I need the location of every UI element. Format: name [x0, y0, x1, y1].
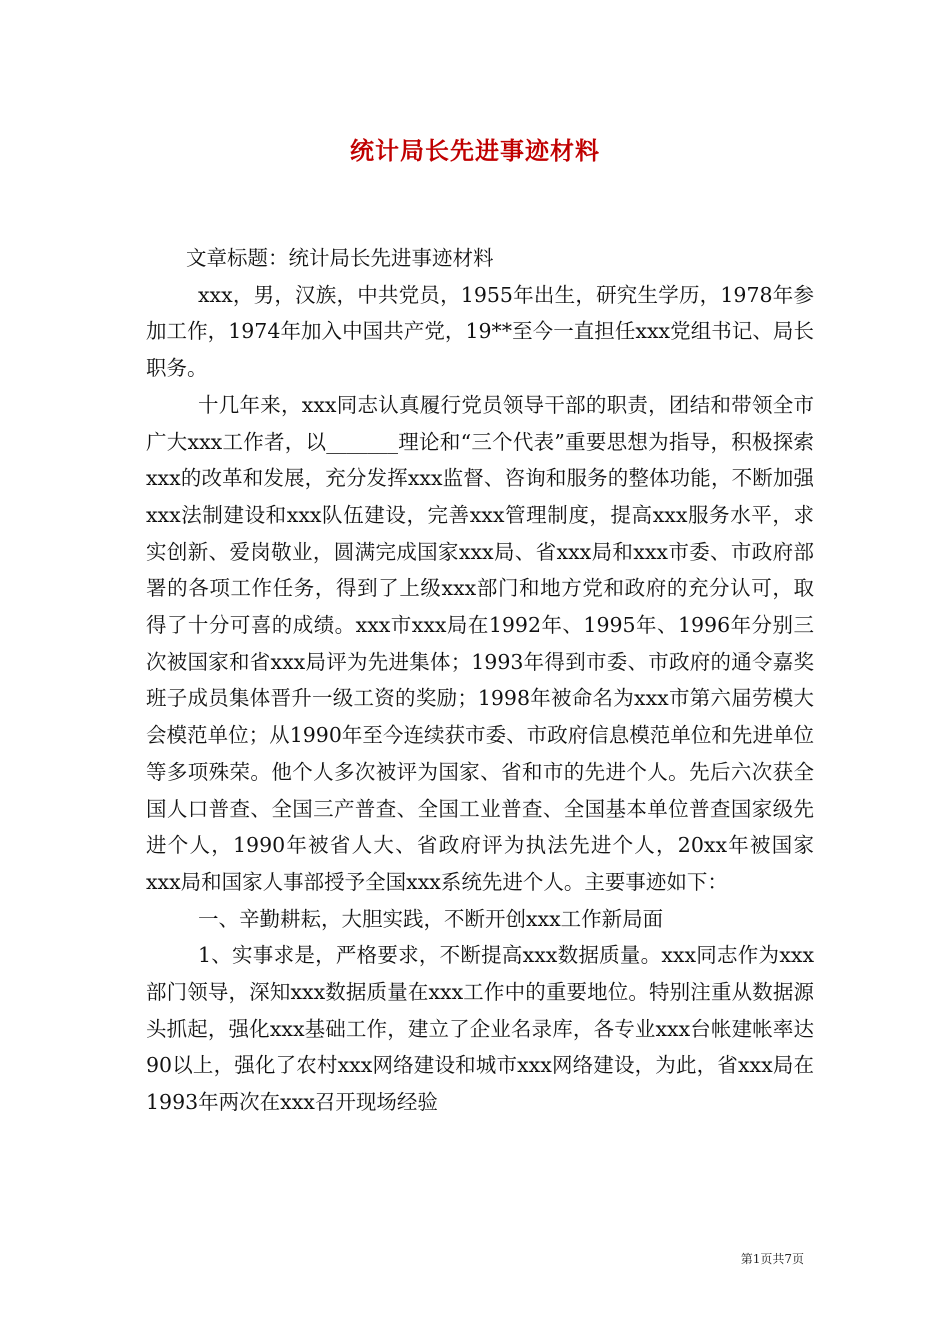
page-number: 第1页共7页: [740, 1252, 804, 1266]
document-title: 统计局长先进事迹材料: [350, 136, 600, 165]
article-title-line: 文章标题：统计局长先进事迹材料: [186, 246, 494, 270]
paragraph-achievements: 十几年来，xxx同志认真履行党员领导干部的职责，团结和带领全市广大xxx工作者，以_______理论和“三个代表”重要思想为指导，积极探索xxx的改革和发展，充分发挥xxx监督、咨询和服务的整体功能，不断加强xxx法制建设和xxx队伍建设，完善xxx管理制度，提高xxx服务水平，求实创新、爱岗敬业，圆满完成国家xxx局、省xxx局和xxx市委、市政府部署的各项工作任务，得到了上级xxx部门和地方党和政府的充分认可，取得了十分可喜的成绩。xxx市xxx局在1992年、1995年、1996年分别三次被国家和省xxx局评为先进集体；1993年得到市委、市政府的通令嘉奖班子成员集体晋升一级工资的奖励；1998年被命名为xxx市第六届劳模大会模范单位；从1990年至今连续获市委、市政府信息模范单位和先进单位等多项殊荣。他个人多次被评为国家、省和市的先进个人。先后六次获全国人口普查、全国三产普查、全国工业普查、全国基本单位普查国家级先进个人，1990年被省人大、省政府评为执法先进个人，20xx年被国家xxx局和国家人事部授予全国xxx系统先进个人。主要事迹如下：: [146, 392, 814, 894]
paragraph-bio: xxx，男，汉族，中共党员，1955年出生，研究生学历，1978年参加工作，1974年加入中国共产党，19**至今一直担任xxx党组书记、局长职务。: [146, 282, 814, 381]
document-body: [146, 240, 814, 1121]
paragraph-data-quality: 1、实事求是，严格要求，不断提高xxx数据质量。xxx同志作为xxx部门领导，深知xxx数据质量在xxx工作中的重要地位。特别注重从数据源头抓起，强化xxx基础工作，建立了企业名录库，各专业xxx台帐建帐率达90以上，强化了农村xxx网络建设和城市xxx网络建设，为此，省xxx局在1993年两次在xxx召开现场经验: [146, 943, 814, 1115]
section-heading-one: 一、辛勤耕耘，大胆实践，不断开创xxx工作新局面: [198, 906, 664, 931]
